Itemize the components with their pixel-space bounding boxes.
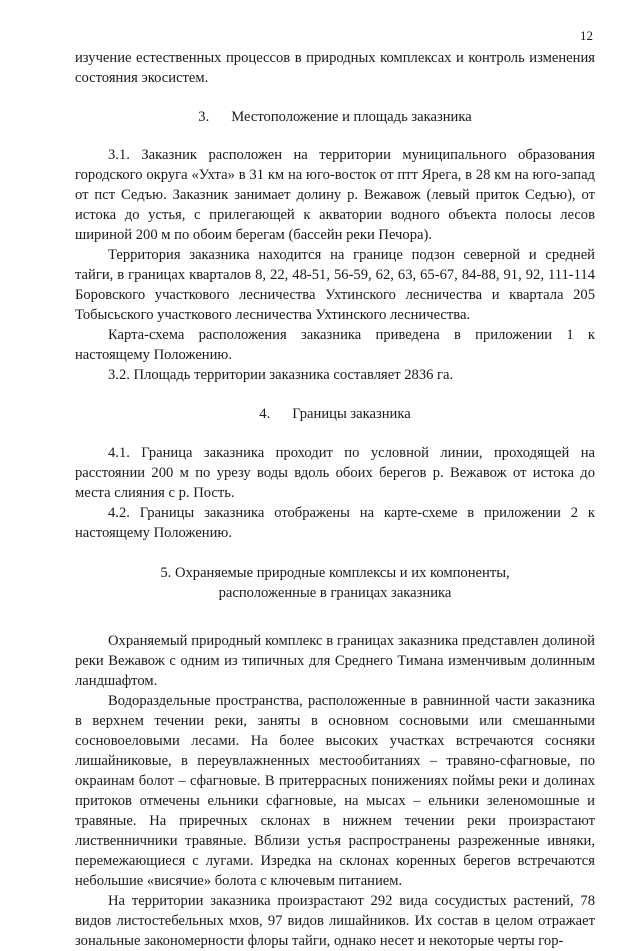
document-body — [75, 48, 595, 951]
intro-continuation: изучение естественных процессов в природных комплексах и контроль изменения состояния экосистем. — [75, 50, 595, 86]
section-4-number: 4. — [259, 406, 271, 422]
paragraph-4-1: 4.1. Граница заказника проходит по условной линии, проходящей на расстоянии 200 м по урезу воды вдоль обоих берегов р. Вежавож от истока до места слияния с р. Пость. — [75, 445, 595, 501]
section-4-title: Границы заказника — [292, 406, 411, 422]
page-number: 12 — [580, 28, 593, 43]
section-3-heading — [75, 107, 595, 127]
paragraph-5-flora: На территории заказника произрастают 292 вида сосудистых растений, 78 видов листостебельных мхов, 97 видов лишайников. Их состав в целом отражает зональные закономерности флоры тайги, однако несет и некоторые черты гор- — [75, 893, 595, 949]
section-3-title: Местоположение и площадь заказника — [231, 109, 472, 125]
paragraph-5-watershed: Водораздельные пространства, расположенные в равнинной части заказника в верхнем течении реки, заняты в основном сосновыми или смешанными сосновоеловыми лесами. На более высоких участках встречаются сосняки лишайниковые, в переувлажненных местообитаниях – травяно-сфагновые, по окраинам болот – сфагновые. В притеррасных понижениях поймы реки и долинах притоков отмечены ельники сфагновые, на мысах – ельники зеленомошные и травяные. На приречных склонах в нижнем течении реки произрастают лиственничники травяные. Вблизи устья распространены разреженные ивняки, перемежающиеся с лугами. Изредка на склонах коренных берегов встречаются небольшие «висячие» болота с ключевым питанием. — [75, 693, 595, 889]
paragraph-5-complex: Охраняемый природный комплекс в границах заказника представлен долиной реки Вежавож с одним из типичных для Среднего Тимана изменчивым долинным ландшафтом. — [75, 633, 595, 689]
section-5-title-line2: расположенные в границах заказника — [218, 585, 452, 601]
paragraph-3-1: 3.1. Заказник расположен на территории муниципального образования городского округа «Ухта» в 31 км на юго-восток от птт Ярега, в 28 км на юго-запад от пст Седъю. Заказник занимает долину р. Вежавож (левый приток Седъю), от истока до устья, с прилегающей к акватории водного объекта полосы лесов шириной 200 м по обоим берегам (бассейн реки Печора). — [75, 147, 595, 243]
paragraph-4-2: 4.2. Границы заказника отображены на карте-схеме в приложении 2 к настоящему Положению. — [75, 505, 595, 541]
section-5-heading — [75, 563, 595, 603]
paragraph-3-map: Карта-схема расположения заказника приведена в приложении 1 к настоящему Положению. — [75, 327, 595, 363]
paragraph-3-territory: Территория заказника находится на границе подзон северной и средней тайги, в границах кварталов 8, 22, 48-51, 56-59, 62, 63, 65-67, 84-88, 91, 92, 111-114 Боровского участкового лесничества Ухтинского лесничества и квартала 205 Тобысьского участкового лесничества Ухтинского лесничества. — [75, 247, 595, 323]
paragraph-3-2: 3.2. Площадь территории заказника составляет 2836 га. — [108, 367, 454, 383]
section-4-heading — [75, 404, 595, 424]
section-3-number: 3. — [198, 109, 210, 125]
section-5-title-line1: 5. Охраняемые природные комплексы и их компоненты, — [160, 565, 510, 581]
